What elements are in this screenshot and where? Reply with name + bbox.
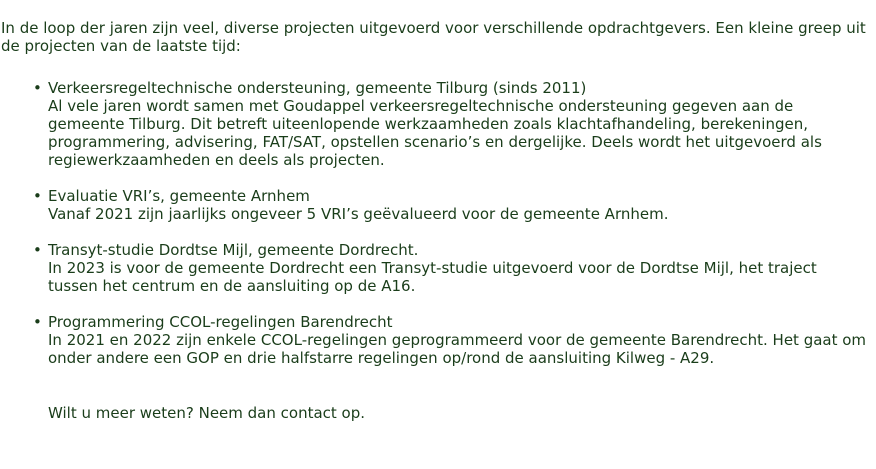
project-title: Verkeersregeltechnische ondersteuning, gemeente Tilburg (sinds 2011) xyxy=(48,79,587,97)
bullet-icon: • xyxy=(33,79,42,97)
bullet-icon: • xyxy=(33,241,42,259)
contact-cta: Wilt u meer weten? Neem dan contact op. xyxy=(48,404,366,422)
list-item xyxy=(1,187,874,223)
project-title: Programmering CCOL-regelingen Barendrecht xyxy=(48,313,393,331)
list-item xyxy=(1,79,874,169)
list-item xyxy=(1,313,874,367)
project-title: Transyt-studie Dordtse Mijl, gemeente Dordrecht. xyxy=(48,241,419,259)
project-title: Evaluatie VRI’s, gemeente Arnhem xyxy=(48,187,310,205)
project-description: Al vele jaren wordt samen met Goudappel verkeersregeltechnische ondersteuning gegeven aan de gemeente Tilburg. Dit betreft uiteenlopende werkzaamheden zoals klachtafhandeling, berekeningen, programmering, advisering, FAT/SAT, opstellen scenario’s en dergelijke. Deels wordt het uitgevoerd als regiewerkzaamheden en deels als projecten. xyxy=(48,97,822,169)
project-list xyxy=(1,79,874,367)
project-description: In 2023 is voor de gemeente Dordrecht een Transyt-studie uitgevoerd voor de Dordtse Mijl, het traject tussen het centrum en de aansluiting op de A16. xyxy=(48,259,817,295)
list-item xyxy=(1,241,874,295)
bullet-icon: • xyxy=(33,313,42,331)
intro-text: In de loop der jaren zijn veel, diverse projecten uitgevoerd voor verschillende opdrachtgevers. Een kleine greep uit de projecten van de laatste tijd: xyxy=(1,19,866,55)
project-description: In 2021 en 2022 zijn enkele CCOL-regelingen geprogrammeerd voor de gemeente Barendrecht. Het gaat om onder andere een GOP en drie halfstarre regelingen op/rond de aansluiting Kilweg - A29. xyxy=(48,331,867,367)
project-description: Vanaf 2021 zijn jaarlijks ongeveer 5 VRI’s geëvalueerd voor de gemeente Arnhem. xyxy=(48,205,669,223)
bullet-icon: • xyxy=(33,187,42,205)
